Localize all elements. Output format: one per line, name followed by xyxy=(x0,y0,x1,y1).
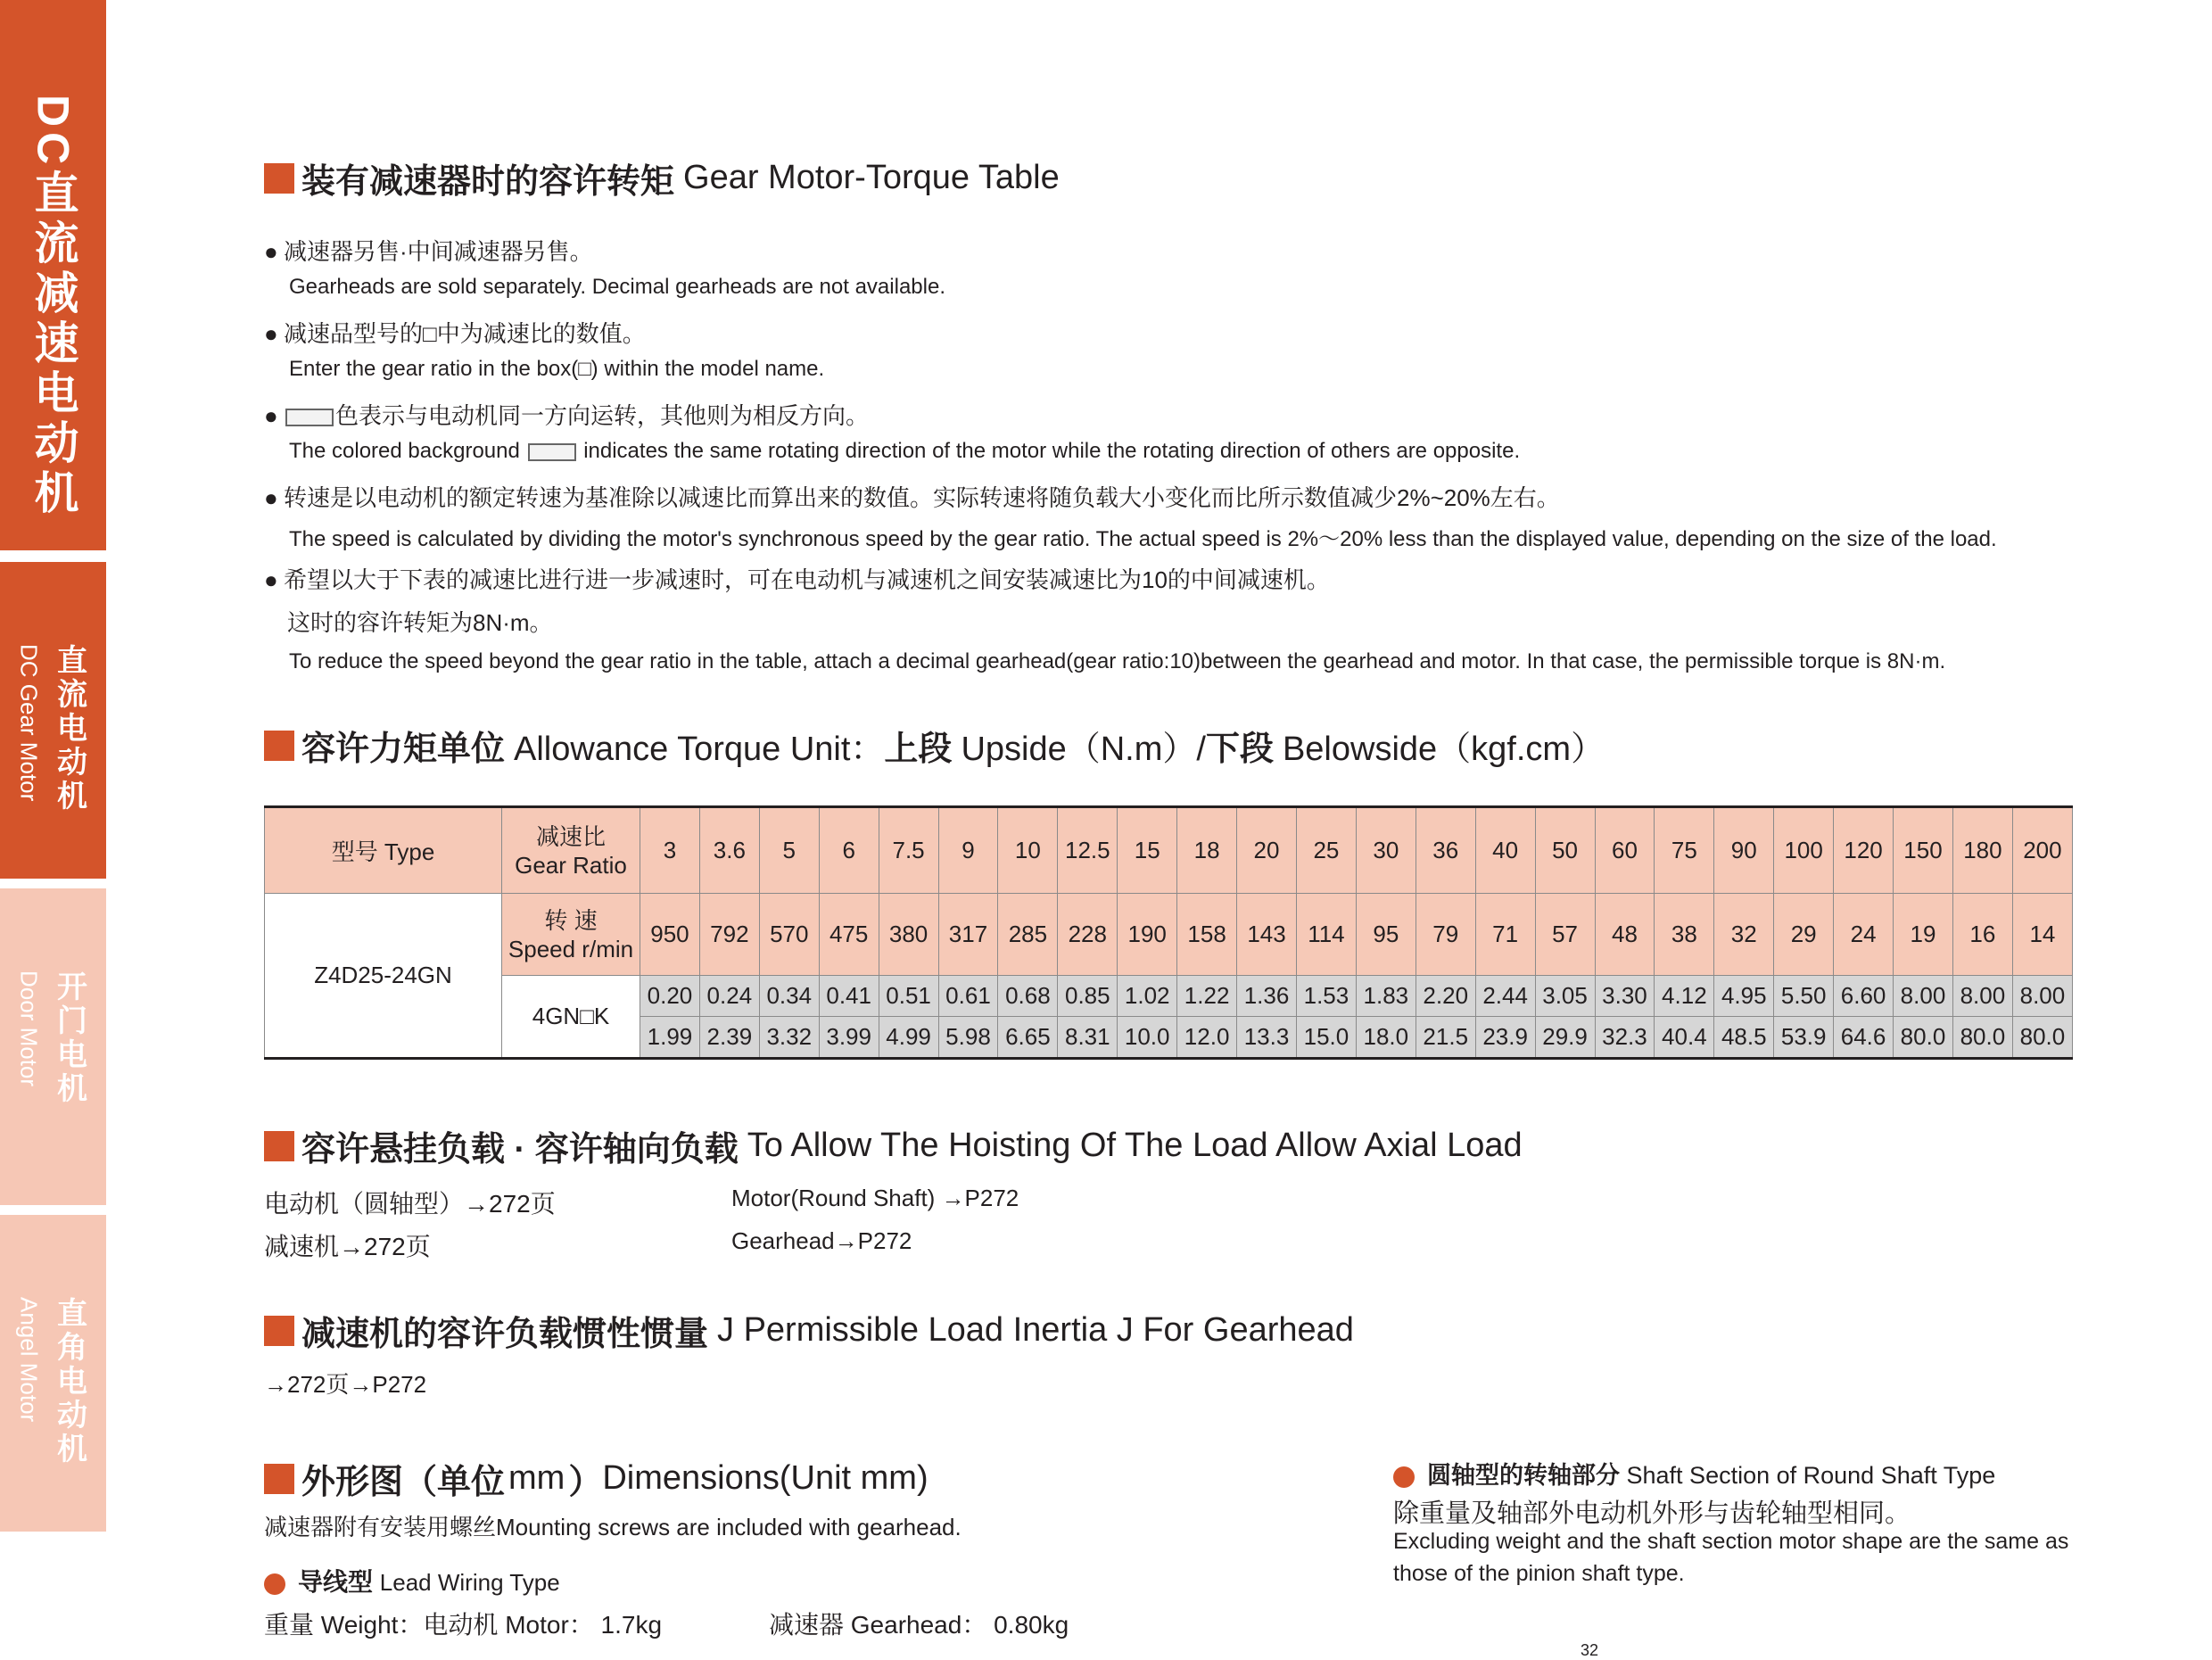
type-header: 型号 Type xyxy=(265,807,502,894)
ref-gear-en[interactable]: Gearhead→P272 xyxy=(731,1227,912,1254)
speed-value: 228 xyxy=(1058,894,1118,976)
ratio-value: 7.5 xyxy=(879,807,938,894)
torque-kgfcm-value: 1.99 xyxy=(640,1017,700,1059)
speed-value: 48 xyxy=(1595,894,1655,976)
note-cn-3: ● 色表示与电动机同一方向运转，其他则为相反方向。 xyxy=(264,402,870,429)
torque-kgfcm-value: 80.0 xyxy=(2012,1017,2072,1059)
torque-nm-value: 0.41 xyxy=(819,976,879,1017)
torque-nm-value: 0.20 xyxy=(640,976,700,1017)
section-heading-load-inertia: 减速机的容许负载惯性惯量 J Permissible Load Inertia J For Gearhead xyxy=(264,1306,1354,1355)
section-heading-torque-table xyxy=(264,153,1060,202)
ref-motor-cn: 电动机（圆轴型）→272页 xyxy=(264,1190,556,1218)
heading-en: Gear Motor-Torque Table xyxy=(683,159,1060,196)
ratio-value: 15 xyxy=(1118,807,1177,894)
torque-nm-value: 8.00 xyxy=(1952,976,2012,1017)
ratio-value: 25 xyxy=(1296,807,1356,894)
note-en-2: Enter the gear ratio in the box(□) within the model name. xyxy=(289,357,825,381)
speed-value: 317 xyxy=(938,894,998,976)
speed-value: 29 xyxy=(1774,894,1834,976)
torque-kgfcm-value: 48.5 xyxy=(1714,1017,1774,1059)
note-cn-1: ● 减速器另售·中间减速器另售。 xyxy=(264,238,593,265)
speed-value: 792 xyxy=(699,894,759,976)
section-heading-dimensions: 外形图（单位 mm ） Dimensions(Unit mm) xyxy=(264,1454,929,1503)
ref-motor-en[interactable]: Motor(Round Shaft) →P272 xyxy=(731,1185,1019,1211)
sidebar-tab-angel-motor[interactable] xyxy=(0,1215,106,1532)
heading-marker xyxy=(264,1316,294,1346)
torque-kgfcm-value: 3.99 xyxy=(819,1017,879,1059)
ratio-value: 50 xyxy=(1535,807,1595,894)
torque-nm-value: 1.36 xyxy=(1237,976,1297,1017)
weight-gearhead: 减速器 Gearhead： 0.80kg xyxy=(769,1611,1069,1639)
torque-kgfcm-value: 21.5 xyxy=(1416,1017,1475,1059)
shaft-section-title: 圆轴型的转轴部分 Shaft Section of Round Shaft Type xyxy=(1393,1456,1995,1491)
note-en-1: Gearheads are sold separately. Decimal gearheads are not available. xyxy=(289,275,945,299)
torque-nm-value: 5.50 xyxy=(1774,976,1834,1017)
torque-kgfcm-value: 6.65 xyxy=(998,1017,1058,1059)
gearhead-cell: 4GN□K xyxy=(502,976,640,1059)
torque-nm-value: 1.53 xyxy=(1296,976,1356,1017)
ref-gear-cn: 减速机→272页 xyxy=(264,1233,431,1260)
ratio-value: 10 xyxy=(998,807,1058,894)
speed-value: 380 xyxy=(879,894,938,976)
ratio-value: 90 xyxy=(1714,807,1774,894)
torque-nm-value: 1.22 xyxy=(1177,976,1237,1017)
sidebar-tab-subtitle: Door Motor xyxy=(15,970,43,1087)
table-row-torque-nm xyxy=(265,976,2073,1017)
heading-marker xyxy=(264,731,294,761)
torque-nm-value: 8.00 xyxy=(2012,976,2072,1017)
weight-motor: 重量 Weight：电动机 Motor： 1.7kg xyxy=(264,1611,663,1639)
speed-value: 14 xyxy=(2012,894,2072,976)
note-cn-4: ● 转速是以电动机的额定转速为基准除以减速比而算出来的数值。实际转速将随负载大小变化而比所示数值减少2%~20%左右。 xyxy=(264,484,1560,511)
torque-kgfcm-value: 12.0 xyxy=(1177,1017,1237,1059)
sidebar-tab-title: 开门电机 xyxy=(52,970,87,1106)
speed-value: 285 xyxy=(998,894,1058,976)
torque-kgfcm-value: 80.0 xyxy=(1952,1017,2012,1059)
speed-value: 79 xyxy=(1416,894,1475,976)
torque-kgfcm-value: 5.98 xyxy=(938,1017,998,1059)
ratio-value: 180 xyxy=(1952,807,2012,894)
torque-table xyxy=(264,805,2073,1060)
speed-value: 950 xyxy=(640,894,700,976)
shaft-note-en-2: those of the pinion shaft type. xyxy=(1393,1561,1685,1586)
heading-marker xyxy=(264,1131,294,1161)
note-cn-5: ● 希望以大于下表的减速比进行进一步减速时，可在电动机与减速机之间安装减速比为10的中间减速机。 xyxy=(264,566,1330,593)
torque-kgfcm-value: 40.4 xyxy=(1655,1017,1714,1059)
ratio-value: 30 xyxy=(1356,807,1416,894)
ratio-value: 100 xyxy=(1774,807,1834,894)
torque-kgfcm-value: 53.9 xyxy=(1774,1017,1834,1059)
torque-nm-value: 0.51 xyxy=(879,976,938,1017)
sidebar-tab-dc-gear-motor[interactable] xyxy=(0,0,106,550)
ref-inertia[interactable]: →272页→P272 xyxy=(264,1371,427,1398)
torque-nm-value: 1.02 xyxy=(1118,976,1177,1017)
shaft-note-cn: 除重量及轴部外电动机外形与齿轮轴型相同。 xyxy=(1393,1499,1911,1528)
torque-nm-value: 2.44 xyxy=(1475,976,1535,1017)
ratio-value: 9 xyxy=(938,807,998,894)
sidebar-tab-subtitle: DC Gear Motor xyxy=(15,644,43,802)
torque-nm-value: 0.61 xyxy=(938,976,998,1017)
torque-nm-value: 3.30 xyxy=(1595,976,1655,1017)
torque-nm-value: 1.83 xyxy=(1356,976,1416,1017)
note-cn-5b: 这时的容许转矩为8N·m。 xyxy=(287,609,553,636)
torque-kgfcm-value: 18.0 xyxy=(1356,1017,1416,1059)
page-number: 32 xyxy=(1581,1641,1599,1659)
speed-value: 16 xyxy=(1952,894,2012,976)
ratio-header: 减速比 Gear Ratio xyxy=(502,807,640,894)
screws-note: 减速器附有安装用螺丝Mounting screws are included with gearhead. xyxy=(264,1514,962,1540)
sidebar-tab-title: 直角电动机 xyxy=(52,1297,87,1466)
speed-value: 57 xyxy=(1535,894,1595,976)
torque-kgfcm-value: 4.99 xyxy=(879,1017,938,1059)
section-heading-allow-load: 容许悬挂负载 · 容许轴向负载 To Allow The Hoisting Of The Load Allow Axial Load xyxy=(264,1121,1523,1170)
bullet-icon xyxy=(1393,1466,1415,1488)
ratio-value: 40 xyxy=(1475,807,1535,894)
ratio-value: 75 xyxy=(1655,807,1714,894)
ratio-value: 120 xyxy=(1834,807,1894,894)
torque-nm-value: 4.12 xyxy=(1655,976,1714,1017)
torque-nm-value: 0.34 xyxy=(759,976,819,1017)
speed-value: 71 xyxy=(1475,894,1535,976)
torque-nm-value: 8.00 xyxy=(1894,976,1953,1017)
ratio-value: 12.5 xyxy=(1058,807,1118,894)
color-swatch xyxy=(285,409,334,426)
torque-kgfcm-value: 29.9 xyxy=(1535,1017,1595,1059)
sidebar-tab-dc-motor[interactable] xyxy=(0,562,106,879)
note-en-4: The speed is calculated by dividing the motor's synchronous speed by the gear ratio. The actual speed is 2%～20% less than the displayed value, depending on the size of the load. xyxy=(289,527,1997,551)
note-cn-2: ● 减速品型号的□中为减速比的数值。 xyxy=(264,320,646,347)
heading-marker xyxy=(264,1464,294,1494)
heading-marker xyxy=(264,163,294,194)
speed-value: 19 xyxy=(1894,894,1953,976)
speed-value: 32 xyxy=(1714,894,1774,976)
speed-value: 114 xyxy=(1296,894,1356,976)
ratio-value: 3 xyxy=(640,807,700,894)
torque-nm-value: 0.85 xyxy=(1058,976,1118,1017)
model-cell: Z4D25-24GN xyxy=(265,894,502,1059)
torque-kgfcm-value: 13.3 xyxy=(1237,1017,1297,1059)
sidebar-tab-door-motor[interactable] xyxy=(0,888,106,1205)
speed-value: 158 xyxy=(1177,894,1237,976)
ratio-value: 200 xyxy=(2012,807,2072,894)
speed-value: 570 xyxy=(759,894,819,976)
ratio-value: 5 xyxy=(759,807,819,894)
torque-kgfcm-value: 3.32 xyxy=(759,1017,819,1059)
bullet-icon xyxy=(264,1573,285,1595)
note-en-5: To reduce the speed beyond the gear ratio in the table, attach a decimal gearhead(gear ratio:10)between the gearhead and motor. In that case, the permissible torque is 8N·m. xyxy=(289,649,1946,673)
ratio-value: 150 xyxy=(1894,807,1953,894)
speed-value: 95 xyxy=(1356,894,1416,976)
torque-nm-value: 0.24 xyxy=(699,976,759,1017)
torque-kgfcm-value: 23.9 xyxy=(1475,1017,1535,1059)
table-row-speed xyxy=(265,894,2073,976)
speed-header: 转 速 Speed r/min xyxy=(502,894,640,976)
torque-nm-value: 6.60 xyxy=(1834,976,1894,1017)
torque-nm-value: 3.05 xyxy=(1535,976,1595,1017)
ratio-value: 18 xyxy=(1177,807,1237,894)
shaft-note-en-1: Excluding weight and the shaft section motor shape are the same as xyxy=(1393,1529,2069,1554)
torque-nm-value: 4.95 xyxy=(1714,976,1774,1017)
ratio-value: 3.6 xyxy=(699,807,759,894)
section-heading-torque-unit: 容许力矩单位 Allowance Torque Unit： 上段 Upside（N.m）/ 下段 Belowside（kgf.cm） xyxy=(264,721,1605,770)
torque-kgfcm-value: 32.3 xyxy=(1595,1017,1655,1059)
torque-nm-value: 0.68 xyxy=(998,976,1058,1017)
color-swatch xyxy=(528,443,576,461)
ratio-value: 36 xyxy=(1416,807,1475,894)
torque-kgfcm-value: 8.31 xyxy=(1058,1017,1118,1059)
torque-kgfcm-value: 10.0 xyxy=(1118,1017,1177,1059)
torque-kgfcm-value: 2.39 xyxy=(699,1017,759,1059)
speed-value: 475 xyxy=(819,894,879,976)
heading-cn: 装有减速器时的容许转矩 xyxy=(301,163,675,201)
ratio-value: 20 xyxy=(1237,807,1297,894)
ratio-value: 60 xyxy=(1595,807,1655,894)
note-en-3: The colored background indicates the same rotating direction of the motor while the rotating direction of others are opposite. xyxy=(289,439,1521,463)
table-row-ratio xyxy=(265,807,2073,894)
ratio-value: 6 xyxy=(819,807,879,894)
sidebar-tab-title: DC直流减速电动机 xyxy=(28,95,78,520)
sidebar-tab-subtitle: Angel Motor xyxy=(15,1297,43,1423)
speed-value: 190 xyxy=(1118,894,1177,976)
lead-wiring-title: 导线型 Lead Wiring Type xyxy=(264,1563,560,1598)
torque-kgfcm-value: 80.0 xyxy=(1894,1017,1953,1059)
speed-value: 24 xyxy=(1834,894,1894,976)
torque-kgfcm-value: 15.0 xyxy=(1296,1017,1356,1059)
sidebar-tab-title: 直流电动机 xyxy=(52,644,87,813)
torque-nm-value: 2.20 xyxy=(1416,976,1475,1017)
speed-value: 143 xyxy=(1237,894,1297,976)
speed-value: 38 xyxy=(1655,894,1714,976)
torque-kgfcm-value: 64.6 xyxy=(1834,1017,1894,1059)
